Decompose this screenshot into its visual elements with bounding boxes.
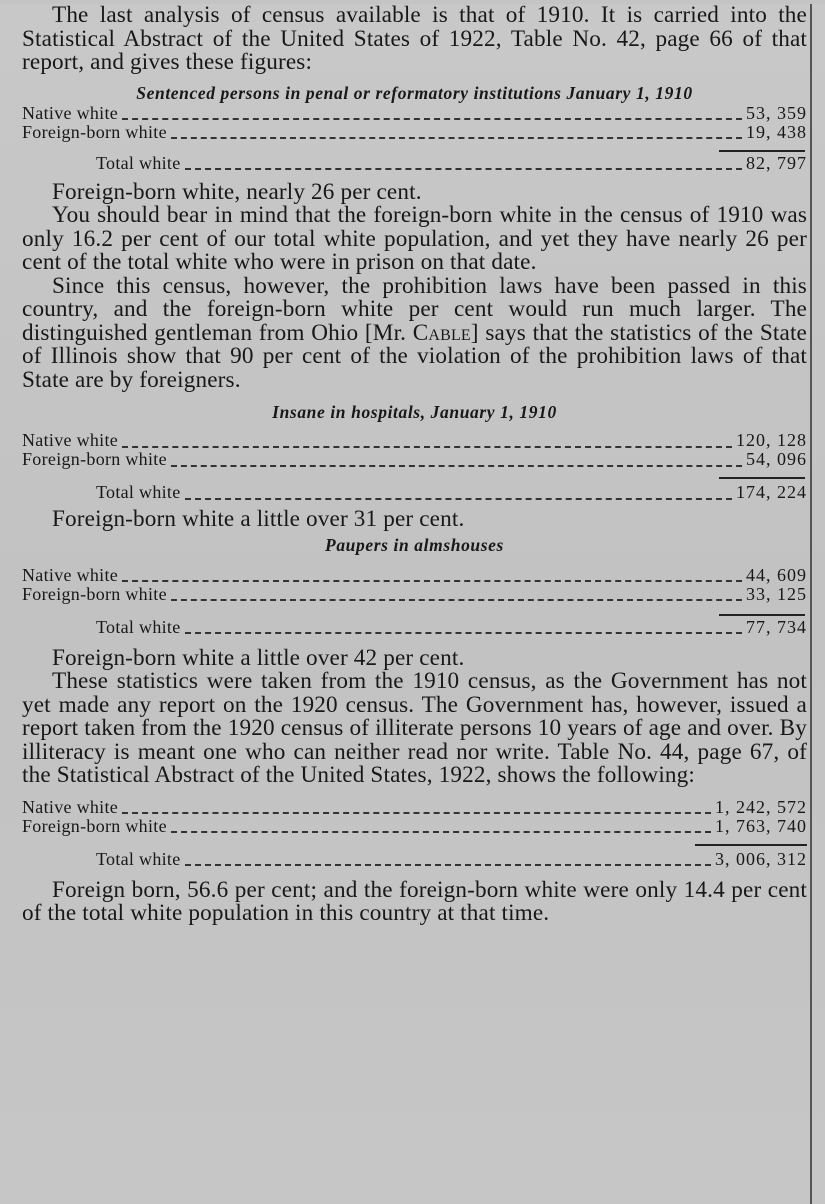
leader-dots	[122, 568, 742, 582]
paragraph-census-intro: The last analysis of census available is that of 1910. It is carried into the Statistical Abstract of the United States of 1922, Table No. 42, page 66 of that report, and gives these figures:	[22, 2, 807, 75]
leader-dots	[185, 620, 742, 634]
row-label: Native white	[22, 102, 119, 123]
row-value: 1, 763, 740	[715, 815, 807, 836]
leader-dots	[122, 434, 732, 448]
leader-dots	[185, 486, 732, 500]
leader-dots	[185, 156, 742, 170]
table-row-total	[22, 483, 807, 502]
paragraph-population-note: You should bear in mind that the foreign-born white in the census of 1910 was only 16.2 per cent of our total white population, and yet they have nearly 26 per cent of the total white who were in prison on that date.	[22, 202, 807, 275]
leader-dots	[171, 125, 742, 139]
document-page	[0, 4, 825, 1204]
row-value: 82, 797	[746, 152, 807, 173]
table-row-total	[22, 154, 807, 173]
table-row-foreign	[22, 450, 807, 469]
paragraph-insane-percent: Foreign-born white a little over 31 per cent.	[52, 506, 465, 532]
row-value: 120, 128	[736, 430, 807, 450]
leader-dots	[185, 852, 711, 866]
table-row-foreign	[22, 123, 807, 142]
row-label: Total white	[96, 848, 181, 869]
row-label: Foreign-born white	[22, 449, 167, 469]
row-label: Total white	[96, 152, 181, 173]
leader-dots	[122, 106, 742, 120]
row-value: 19, 438	[746, 121, 807, 142]
row-label: Native white	[22, 430, 119, 450]
row-value: 77, 734	[746, 616, 807, 637]
row-value: 54, 096	[746, 449, 807, 469]
table-row-native	[22, 104, 807, 123]
table-caption-insane: Insane in hospitals, January 1, 1910	[272, 402, 557, 422]
table-row-foreign	[22, 585, 807, 604]
row-label: Total white	[96, 616, 181, 637]
table-caption-prison: Sentenced persons in penal or reformatory institutions January 1, 1910	[136, 82, 693, 103]
paragraph-illiteracy-intro: These statistics were taken from the 1910 census, as the Government has not yet made any report on the 1920 census. The Government has, however, issued a report taken from the 1920 census of illiterate persons 10 years of age and over. By illiteracy is meant one who can neither read nor write. Table No. 44, page 67, of the Statistical Abstract of the United States, 1922, shows the following:	[22, 668, 807, 788]
row-value: 3, 006, 312	[715, 848, 807, 869]
paragraph-prohibition: Since this census, however, the prohibition laws have been passed in this country, and the foreign-born white per cent would run much larger. The distinguished gentleman from Ohio [Mr. Cable] says that the statistics of the State of Illinois show that 90 per cent of the violation of the prohibition laws of that State are by foreigners.	[22, 272, 807, 393]
row-label: Total white	[96, 482, 181, 502]
row-value: 33, 125	[746, 583, 807, 604]
table-caption-paupers: Paupers in almshouses	[325, 534, 504, 555]
row-label: Foreign-born white	[22, 815, 167, 836]
row-label: Native white	[22, 564, 119, 585]
row-value: 174, 224	[736, 482, 807, 502]
table-row-native	[22, 798, 807, 817]
row-label: Foreign-born white	[22, 583, 167, 604]
leader-dots	[171, 819, 711, 833]
row-label: Foreign-born white	[22, 121, 167, 142]
paragraph-paupers-percent: Foreign-born white a little over 42 per cent.	[52, 644, 465, 671]
table-row-foreign	[22, 817, 807, 836]
leader-dots	[171, 453, 742, 467]
table-row-native	[22, 566, 807, 585]
table-row-total	[22, 618, 807, 637]
table-row-native	[22, 431, 807, 450]
page-edge	[810, 4, 812, 1204]
row-value: 44, 609	[746, 564, 807, 585]
row-value: 53, 359	[746, 102, 807, 123]
table-row-total	[22, 850, 807, 869]
leader-dots	[122, 800, 711, 814]
row-value: 1, 242, 572	[715, 796, 807, 817]
paragraph-prison-percent: Foreign-born white, nearly 26 per cent.	[52, 178, 422, 205]
paragraph-conclusion: Foreign born, 56.6 per cent; and the foreign-born white were only 14.4 per cent of the total white population in this country at that time.	[22, 876, 807, 926]
leader-dots	[171, 587, 742, 601]
row-label: Native white	[22, 796, 119, 817]
